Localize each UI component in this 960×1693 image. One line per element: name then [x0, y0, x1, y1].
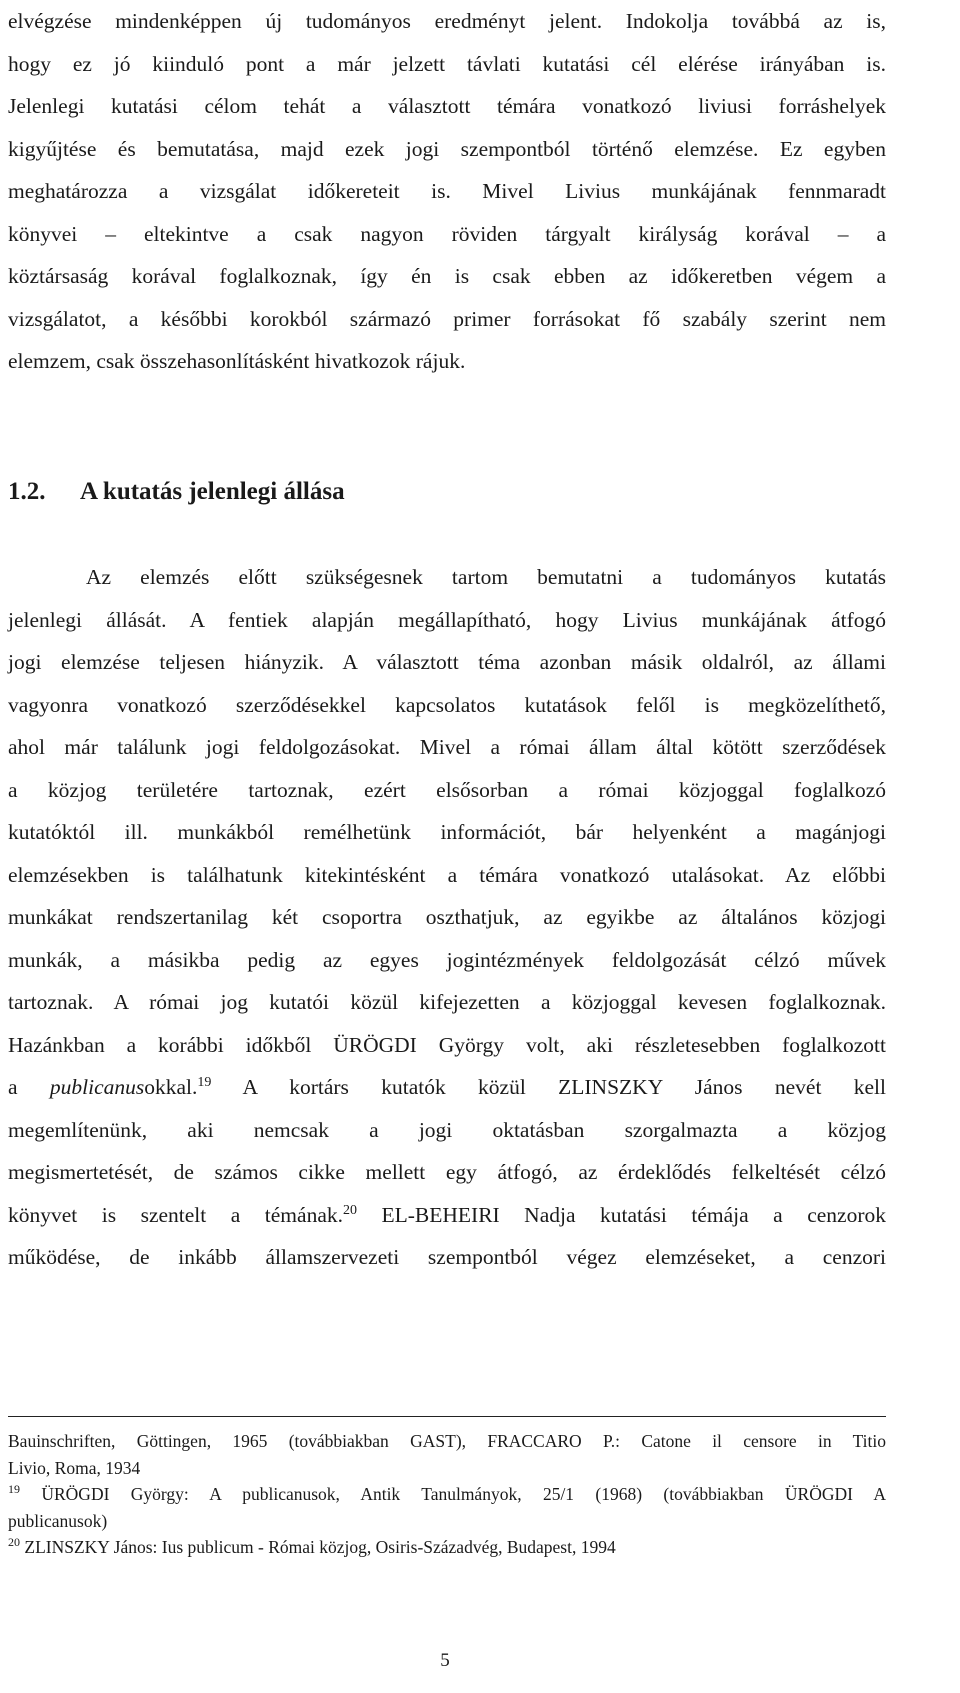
footnote-text: ÜRÖGDI György: A publicanusok, Antik Tanulmányok, 25/1 (1968) (továbbiakban ÜRÖGDI A [20, 1484, 886, 1504]
footnote-19 [8, 1481, 886, 1534]
italic-term: publicanus [49, 1075, 145, 1099]
text-line: Hazánkban a korábbi időkből ÜRÖGDI György volt, aki részletesebben foglalkozott [8, 1032, 886, 1057]
text-line: vizsgálatot, a későbbi korokból származó primer forrásokat fő szabály szerint nem [8, 306, 886, 331]
page-number: 5 [440, 1650, 450, 1671]
footnote-line: publicanusok) [8, 1510, 108, 1531]
text-line [8, 1194, 886, 1237]
text-fragment: EL-BEHEIRI Nadja kutatási témája a cenzorok [356, 1202, 886, 1227]
text-line: munkákat rendszertanilag két csoportra oszthatjuk, az egyikbe az általános közjogi [8, 905, 886, 929]
text-fragment: A kortárs kutatók közül ZLINSZKY János nevét kell [211, 1075, 886, 1099]
footnote-text: ZLINSZKY János: Ius publicum - Római közjog, Osiris-Századvég, Budapest, 1994 [20, 1537, 616, 1557]
text-line: Jelenlegi kutatási célom tehát a választott témára vonatkozó liviusi forráshelyek [8, 94, 886, 118]
text-line: jelenlegi állását. A fentiek alapján megállapítható, hogy Livius munkájának átfogó [8, 607, 886, 632]
footnote-mark: 20 [8, 1535, 20, 1549]
text-line: kigyűjtése és bemutatása, majd ezek jogi szempontból történő elemzése. Ez egyben [8, 136, 886, 161]
text-line: elemzésekben is találhatunk kitekintésként a témára vonatkozó utalásokat. Az előbbi [8, 862, 886, 887]
paragraph-state-of-research [8, 556, 886, 1279]
text-line: tartoznak. A római jog kutatói közül kifejezetten a közjoggal kevesen foglalkoznak. [8, 990, 886, 1014]
paragraph-intro [8, 0, 886, 383]
text-line: elemzem, csak összehasonlításként hivatkozok rájuk. [8, 349, 466, 373]
text-line: Az elemzés előtt szükségesnek tartom bemutatni a tudományos kutatás [86, 565, 886, 589]
text-line: köztársaság korával foglalkoznak, így én is csak ebben az időkeretben végem a [8, 264, 886, 288]
text-fragment: könyvet is szentelt a témának. [8, 1202, 343, 1227]
footnote-line: Livio, Roma, 1934 [8, 1457, 141, 1478]
text-line: a közjog területére tartoznak, ezért elsősorban a római közjoggal foglalkozó [8, 777, 886, 802]
footnote-line [8, 1534, 886, 1561]
footnote-mark: 19 [8, 1482, 20, 1496]
section-number: 1.2. [8, 478, 46, 505]
text-line: működése, de inkább államszervezeti szempontból végez elemzéseket, a cenzori [8, 1245, 886, 1269]
footnote-line [8, 1481, 886, 1508]
footnote-20 [8, 1534, 886, 1561]
text-line: hogy ez jó kiinduló pont a már jelzett távlati kutatási cél elérése irányában is. [8, 51, 886, 76]
text-line: vagyonra vonatkozó szerződésekkel kapcsolatos kutatások felől is megközelíthető, [8, 692, 886, 717]
text-line: meghatározza a vizsgálat időkereteit is. Mivel Livius munkájának fennmaradt [8, 179, 886, 203]
text-line: elvégzése mindenképpen új tudományos eredményt jelent. Indokolja továbbá az is, [8, 9, 886, 33]
text-line: ahol már találunk jogi feldolgozásokat. Mivel a római állam által kötött szerződések [8, 735, 886, 759]
footnote-line: Bauinschriften, Göttingen, 1965 (továbbiakban GAST), FRACCARO P.: Catone il censore in Titio [8, 1431, 886, 1451]
text-fragment: okkal. [144, 1075, 198, 1099]
footnotes [8, 1428, 886, 1561]
text-line: munkák, a másikba pedig az egyes jogintézmények feldolgozását célzó művek [8, 947, 886, 972]
footnote-ref-20[interactable]: 20 [342, 1202, 357, 1218]
text-line: jogi elemzése teljesen hiányzik. A választott téma azonban másik oldalról, az állami [8, 650, 886, 674]
text-line [8, 1066, 886, 1109]
footnote-divider [8, 1416, 886, 1417]
text-line: könyvei – eltekintve a csak nagyon röviden tárgyalt királyság korával – a [8, 221, 886, 246]
footnote-continued [8, 1428, 886, 1481]
section-title: A kutatás jelenlegi állása [80, 478, 345, 505]
section-heading [8, 476, 345, 508]
text-line: megemlítenünk, aki nemcsak a jogi oktatásban szorgalmazta a közjog [8, 1117, 886, 1142]
footnote-ref-19[interactable]: 19 [197, 1075, 212, 1090]
text-fragment: a [8, 1075, 50, 1099]
text-line: kutatóktól ill. munkákból remélhetünk információt, bár helyenként a magánjogi [8, 820, 886, 844]
text-line: megismertetését, de számos cikke mellett egy átfogó, az érdeklődés felkeltését célzó [8, 1160, 886, 1184]
